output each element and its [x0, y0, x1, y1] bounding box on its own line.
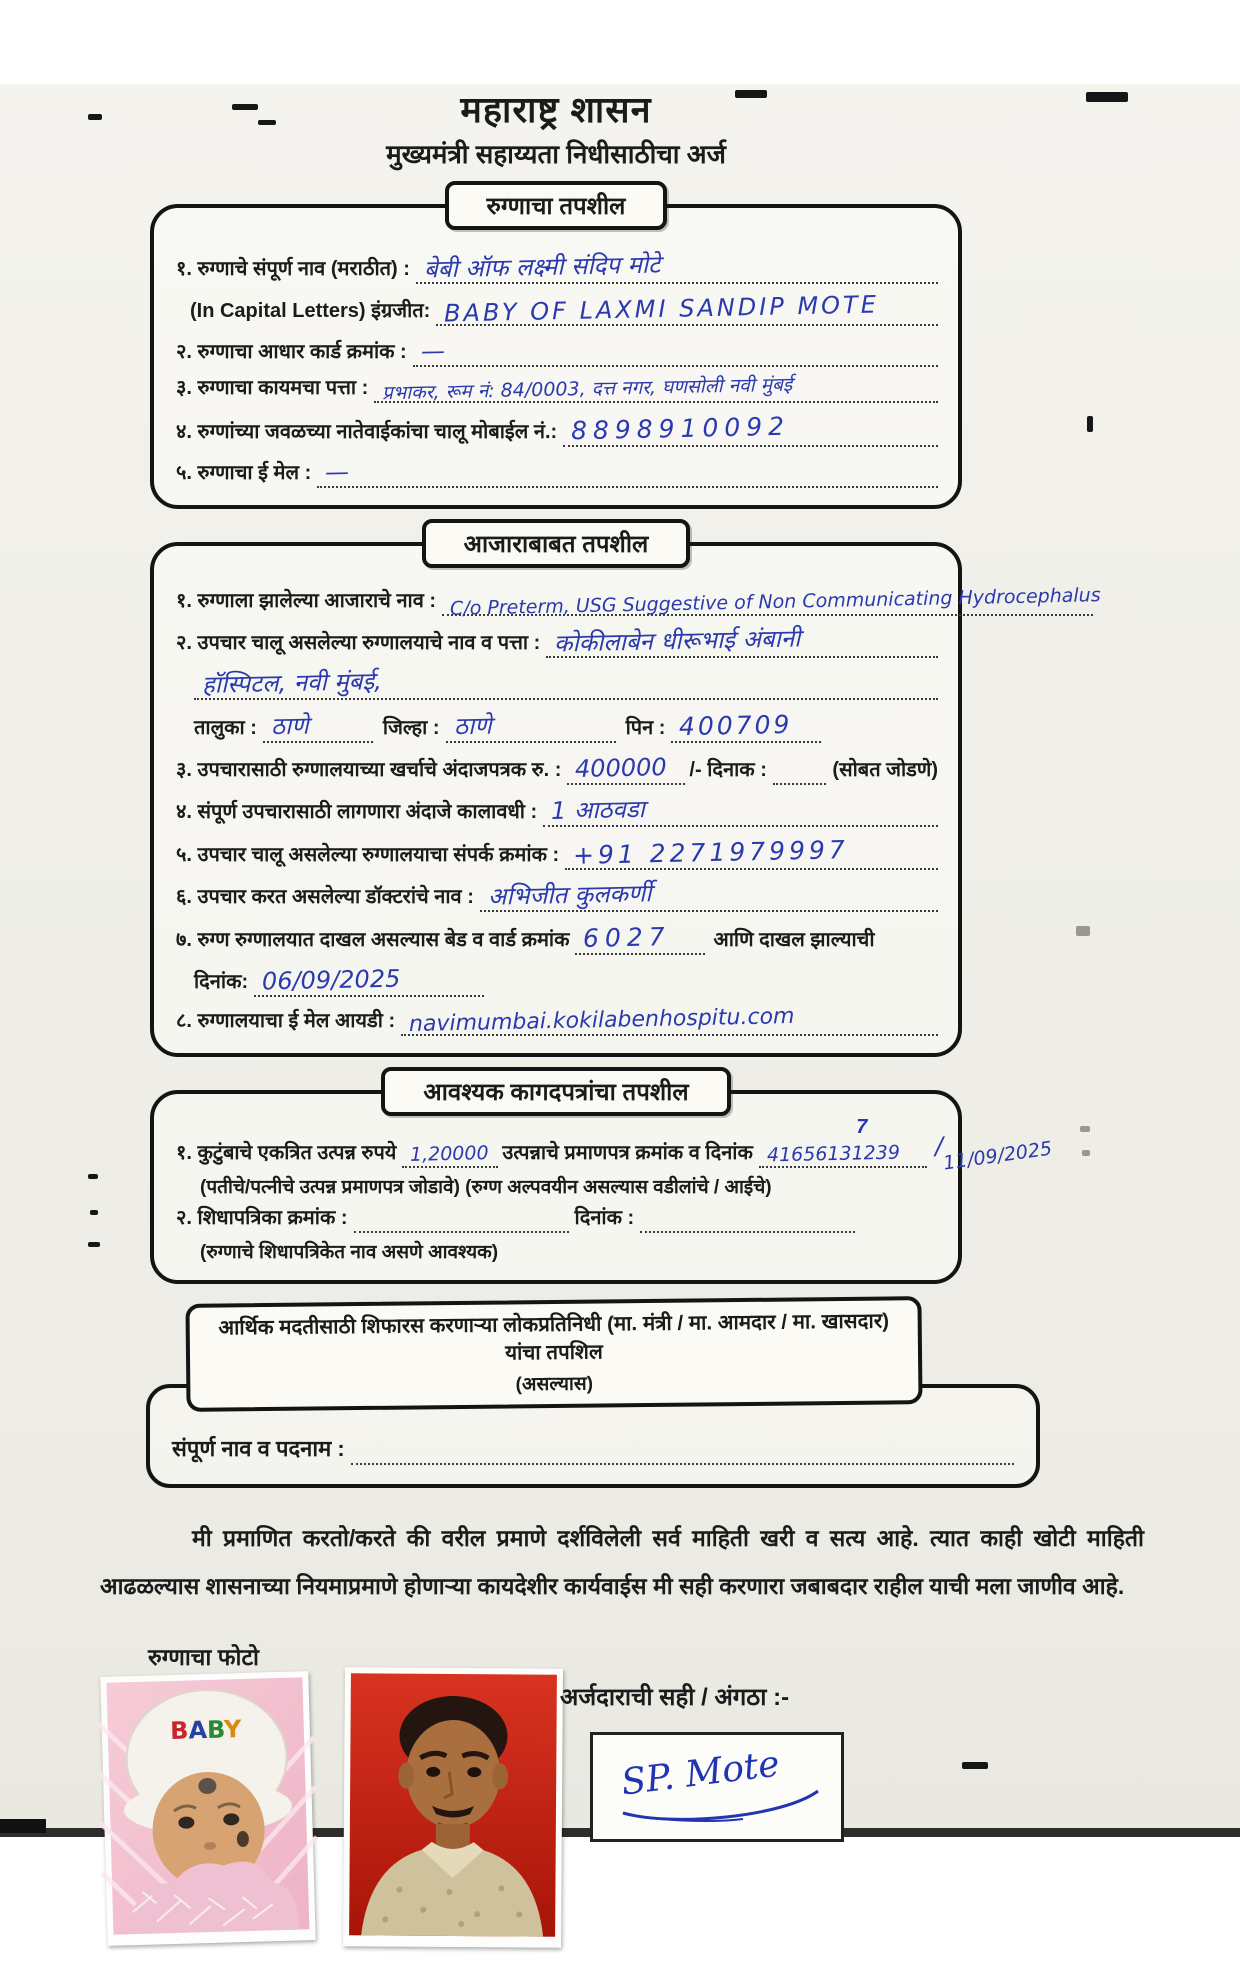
field-hospital-contact — [176, 832, 938, 870]
handwritten-patient-name-english: BABY OF LAXMI SANDIP MOTE — [444, 290, 880, 328]
handwritten-slash: / — [934, 1131, 944, 1160]
scan-artifact — [232, 104, 258, 110]
field-suffix-note: (सोबत जोडणे) — [832, 759, 938, 782]
section-illness-details — [150, 542, 1101, 1056]
field-disease-name — [176, 584, 1101, 621]
field-hospital-email — [176, 1002, 938, 1036]
field-label: १. कुटुंबाचे एकत्रित उत्पन्न रुपये — [176, 1141, 397, 1164]
field-patient-name-marathi — [176, 247, 938, 284]
field-label: २. शिधापत्रिका क्रमांक : — [176, 1206, 348, 1229]
field-family-income — [176, 1115, 1054, 1175]
pin-label: पिन : — [625, 717, 666, 740]
field-mid-label: दिनांक : — [574, 1206, 635, 1229]
handwritten-hospital-contact: +91 2271979997 — [572, 834, 850, 870]
blank-dotted-line — [773, 761, 827, 785]
field-doctor-name — [176, 875, 938, 912]
scan-artifact — [258, 120, 276, 125]
blank-dotted-line — [640, 1209, 855, 1233]
handwritten-duration: 1 आठवडा — [550, 795, 646, 826]
handwritten-certificate-date: 11/09/2025 — [941, 1137, 1054, 1175]
field-aadhaar-number — [176, 331, 938, 368]
field-label: संपूर्ण नाव व पदनाम : — [172, 1435, 345, 1461]
handwritten-hospital-address: हॉस्पिटल, नवी मुंबई, — [201, 667, 383, 700]
field-label: २. उपचार चालू असलेल्या रुग्णालयाचे नाव व पत्ता : — [176, 632, 541, 655]
field-label: (In Capital Letters) इंग्रजीत: — [190, 299, 431, 322]
scan-artifact — [1080, 1126, 1090, 1132]
footer — [0, 1640, 1240, 1970]
applicant-signature-label: अर्जदाराची सही / अंगठा :- — [560, 1684, 790, 1712]
field-treatment-duration — [176, 790, 938, 827]
applicant-photo — [343, 1667, 563, 1948]
field-label: ८. रुग्णालयाचा ई मेल आयडी : — [176, 1009, 396, 1032]
declaration-text: मी प्रमाणित करतो/करते की वरील प्रमाणे दर्शविलेली सर्व माहिती खरी व सत्य आहे. त्यात काही खोटी माहिती आढळल्यास शासनाच्या नियमाप्रमाणे होणाऱ्या कायदेशीर कार्यवाईस मी सही करणारा जबाबदार राहील याची मला जाणीव आहे. — [100, 1524, 1144, 1599]
section-patient-details-header: रुग्णाचा तपशील — [445, 181, 668, 230]
handwritten-signature: SP. Mote — [619, 1743, 782, 1804]
field-label: १. रुग्णाचे संपूर्ण नाव (मराठीत) : — [176, 257, 410, 280]
patient-photo — [100, 1671, 315, 1946]
field-label: ५. रुग्णाचा ई मेल : — [176, 462, 312, 485]
field-permanent-address — [176, 372, 938, 403]
field-bed-ward-number — [176, 917, 938, 955]
section-patient-details — [150, 204, 962, 509]
signature-box — [590, 1732, 844, 1842]
field-label: ४. रुग्णांच्या जवळच्या नातेवाईकांचा चालू मोबाईल नं.: — [176, 420, 558, 443]
handwritten-aadhaar-dash: — — [420, 336, 445, 365]
handwritten-pin: 400709 — [679, 709, 794, 742]
handwritten-estimate-amount: 400000 — [575, 753, 668, 784]
field-ration-card — [176, 1204, 938, 1233]
scanned-form-page — [0, 84, 1240, 1837]
field-hospital-address-continued — [176, 663, 938, 700]
field-label: ५. उपचार चालू असलेल्या रुग्णालयाचा संपर्क क्रमांक : — [176, 844, 560, 867]
handwritten-admission-date: 06/09/2025 — [261, 964, 401, 996]
field-label: ४. संपूर्ण उपचारासाठी लागणारा अंदाजे कालावधी : — [176, 800, 538, 823]
section-documents-header: आवश्यक कागदपत्रांचा तपशील — [381, 1067, 730, 1116]
scan-artifact — [88, 1242, 100, 1247]
field-label: ३. रुग्णाचा कायमचा पत्ता : — [176, 377, 369, 400]
field-estimate-amount — [176, 748, 938, 785]
patient-photo-label: रुग्णाचा फोटो — [148, 1644, 259, 1671]
handwritten-doctor-name: अभिजीत कुलकर्णी — [487, 879, 652, 911]
applicant-photo-image — [349, 1673, 557, 1936]
taluka-label: तालुका : — [194, 717, 257, 740]
field-label: दिनांक: — [194, 970, 249, 993]
field-label: ३. उपचारासाठी रुग्णालयाच्या खर्चाचे अंदाजपत्रक रु. : — [176, 759, 562, 782]
scan-artifact — [88, 114, 102, 120]
scan-artifact — [1087, 416, 1093, 432]
handwritten-hospital-email: navimumbai.kokilabenhospitu.com — [408, 1003, 795, 1038]
scan-artifact — [1082, 1150, 1090, 1156]
recommender-header-subtext: (असल्यास) — [515, 1373, 594, 1396]
handwritten-correction-digit: 7 — [856, 1115, 868, 1138]
district-label: जिल्हा : — [382, 717, 440, 740]
field-relative-mobile — [176, 408, 938, 446]
field-patient-name-english — [176, 289, 938, 326]
field-mid-label: उत्पन्नाचे प्रमाणपत्र क्रमांक व दिनांक — [502, 1141, 753, 1164]
field-label: ६. उपचार करत असलेल्या डॉक्टरांचे नाव : — [176, 885, 474, 908]
section-illness-details-header: आजाराबाबत तपशील — [422, 519, 691, 568]
section-documents — [150, 1090, 1054, 1284]
scan-artifact — [90, 1210, 98, 1215]
handwritten-address: प्रभाकर, रूम नं: 84/0003, दत्त नगर, घणसोली नवी मुंबई — [382, 374, 793, 405]
baby-photo-image — [106, 1677, 309, 1934]
field-patient-email — [176, 452, 938, 489]
scan-artifact — [88, 1174, 98, 1179]
handwritten-patient-name-marathi: बेबी ऑफ लक्ष्मी संदिप मोटे — [423, 250, 661, 284]
field-admission-date — [176, 960, 938, 997]
field-suffix: आणि दाखल झाल्याची — [713, 929, 875, 952]
handwritten-taluka: ठाणे — [270, 712, 309, 741]
form-title: महाराष्ट्र शासन — [460, 89, 652, 130]
form-subtitle: मुख्यमंत्री सहाय्यता निधीसाठीचा अर्ज — [386, 139, 726, 169]
handwritten-hospital-name: कोकीलाबेन धीरूभाई अंबानी — [554, 624, 801, 659]
svg-text:BABY: BABY — [169, 1715, 242, 1746]
section-recommender-header — [185, 1296, 922, 1412]
field-taluka-district-pin — [176, 705, 938, 743]
blank-dotted-line — [354, 1209, 569, 1233]
handwritten-certificate-number: 41656131239 — [766, 1141, 901, 1167]
field-hospital-name — [176, 621, 938, 658]
field-recommender-name — [172, 1433, 1014, 1465]
scan-artifact — [735, 90, 767, 98]
field-label: १. रुग्णाला झालेल्या आजाराचे नाव : — [176, 590, 437, 613]
handwritten-mobile-number: 8898910092 — [570, 412, 791, 446]
recommender-header-text: आर्थिक मदतीसाठी शिफारस करणाऱ्या लोकप्रतिनिधी (मा. मंत्री / मा. आमदार / मा. खासदार) यांचा तपशिल — [218, 1309, 890, 1365]
field-label: ७. रुग्ण रुग्णालयात दाखल असल्यास बेड व वार्ड क्रमांक — [176, 929, 570, 952]
handwritten-income: 1,20000 — [410, 1141, 490, 1166]
field-label: २. रुग्णाचा आधार कार्ड क्रमांक : — [176, 341, 407, 364]
handwritten-district: ठाणे — [453, 712, 492, 741]
field-suffix: /- दिनाक : — [689, 759, 767, 782]
handwritten-bed-ward: 6027 — [583, 922, 672, 953]
scan-artifact — [1076, 926, 1090, 936]
handwritten-disease-name: C/o Preterm, USG Suggestive of Non Communicating Hydrocephalus — [449, 584, 1101, 621]
scan-artifact — [1086, 92, 1128, 102]
blank-dotted-line — [351, 1439, 1014, 1465]
ration-card-note: (रुग्णाचे शिधापत्रिकेत नाव असणे आवश्यक) — [200, 1241, 499, 1263]
income-certificate-note: (पतीचे/पत्नीचे उत्पन्न प्रमाणपत्र जोडावे) (रुग्ण अल्पवयीन असल्यास वडीलांचे / आईचे) — [200, 1176, 772, 1198]
handwritten-email-dash: — — [324, 457, 350, 486]
